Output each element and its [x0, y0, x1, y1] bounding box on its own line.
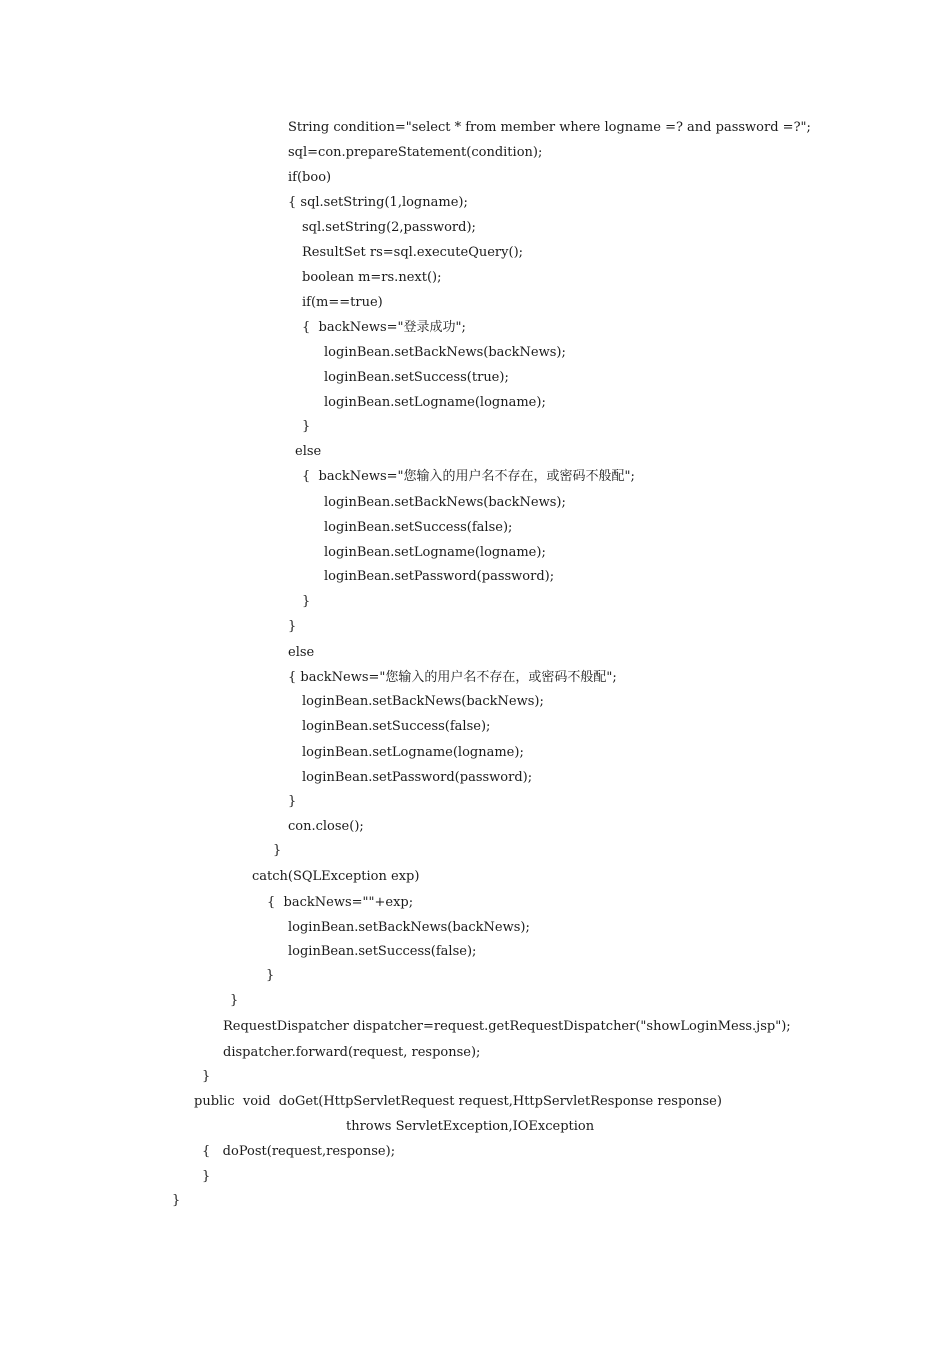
code-line: else [295, 444, 322, 459]
code-line: } [288, 619, 297, 634]
code-line: loginBean.setLogname(logname); [324, 395, 546, 410]
code-line: } [302, 419, 311, 434]
code-line: sql.setString(2,password); [302, 220, 476, 235]
code-line: loginBean.setLogname(logname); [324, 545, 546, 560]
code-line: public void doGet(HttpServletRequest request,HttpServletResponse response) [194, 1094, 722, 1109]
code-line: loginBean.setBackNews(backNews); [324, 495, 566, 510]
code-line: con.close(); [288, 819, 364, 834]
code-line: loginBean.setSuccess(true); [324, 370, 509, 385]
code-line: } [266, 968, 275, 983]
code-line: loginBean.setPassword(password); [302, 770, 533, 785]
code-line: loginBean.setSuccess(false); [324, 520, 513, 535]
code-line: loginBean.setSuccess(false); [288, 944, 477, 959]
code-line: { doPost(request,response); [202, 1144, 396, 1159]
code-line: loginBean.setPassword(password); [324, 569, 555, 584]
code-line: { backNews=""+exp; [267, 895, 414, 910]
code-line: { backNews="您输入的用户名不存在，或密码不般配"; [288, 670, 617, 685]
code-line: } [172, 1193, 181, 1208]
code-line: loginBean.setBackNews(backNews); [288, 920, 530, 935]
code-line: loginBean.setBackNews(backNews); [324, 345, 566, 360]
code-line: } [202, 1169, 211, 1184]
code-line: if(boo) [288, 170, 332, 185]
code-line: } [230, 993, 239, 1008]
code-line: else [288, 645, 315, 660]
code-line: ResultSet rs=sql.executeQuery(); [302, 245, 524, 260]
code-line: sql=con.prepareStatement(condition); [288, 145, 543, 160]
code-line: catch(SQLException exp) [252, 869, 420, 884]
code-line: } [288, 794, 297, 809]
code-line: RequestDispatcher dispatcher=request.getRequestDispatcher("showLoginMess.jsp"); [223, 1019, 791, 1034]
code-line: loginBean.setSuccess(false); [302, 719, 491, 734]
code-line: } [273, 843, 282, 858]
code-line: boolean m=rs.next(); [302, 270, 442, 285]
code-line: { backNews="您输入的用户名不存在，或密码不般配"; [302, 469, 635, 484]
code-line: } [202, 1069, 211, 1084]
code-line: } [302, 594, 311, 609]
code-line: loginBean.setBackNews(backNews); [302, 694, 544, 709]
code-line: loginBean.setLogname(logname); [302, 745, 524, 760]
code-line: if(m==true) [302, 295, 383, 310]
code-line: { backNews="登录成功"; [302, 320, 466, 335]
code-line: { sql.setString(1,logname); [288, 195, 468, 210]
code-line: dispatcher.forward(request, response); [223, 1045, 481, 1060]
code-line: String condition="select * from member where logname =? and password =?"; [288, 120, 811, 135]
code-line: throws ServletException,IOException [346, 1119, 595, 1134]
